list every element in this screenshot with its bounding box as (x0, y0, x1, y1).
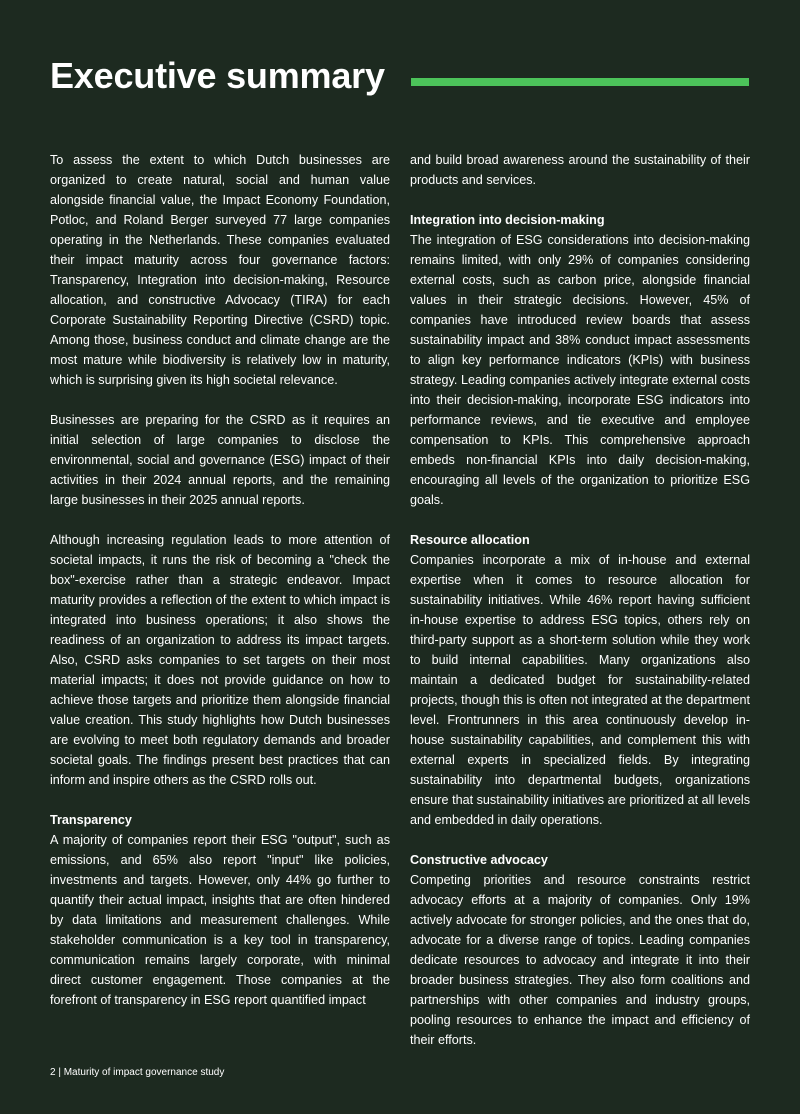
resource-heading: Resource allocation (410, 533, 530, 547)
advocacy-paragraph: Competing priorities and resource constraints restrict advocacy efforts at a majority of companies. Only 19% actively advocate for stronger policies, and the ones that do, advocate for a diverse range of topics. Leading companies dedicate resources to advocacy and integrate it into their broader business strategies. They also form coalitions and partnerships with other companies and industry groups, pooling resources to enhance the impact and efficiency of their efforts. (410, 873, 750, 1047)
csrd-paragraph: Businesses are preparing for the CSRD as it requires an initial selection of large companies to disclose the environmental, social and governance (ESG) impact of their activities in their 2024 annual reports, and the remaining large businesses in their 2025 annual reports. (50, 413, 390, 507)
title-accent-bar (411, 78, 749, 86)
left-column (50, 150, 390, 1030)
integration-paragraph: The integration of ESG considerations into decision-making remains limited, with only 29% of companies considering external costs, such as carbon price, alongside financial values in their strategic decisions. However, 45% of companies have introduced review boards that assess sustainability impact and 38% conduct impact assessments to align key performance indicators (KPIs) with business strategy. Leading companies actively integrate external costs into their decision-making, incorporate ESG indicators into performance reviews, and tie executive and employee compensation to KPIs. This comprehensive approach embeds non-financial KPIs into daily decision-making, encouraging all levels of the organization to prioritize ESG goals. (410, 233, 750, 507)
right-column (410, 150, 750, 1070)
page-footer: 2 | Maturity of impact governance study (50, 1067, 225, 1078)
transparency-heading: Transparency (50, 813, 132, 827)
title-row (50, 52, 750, 100)
transparency-paragraph: A majority of companies report their ESG "output", such as emissions, and 65% also report "input" like policies, investments and targets. However, only 44% go further to quantify their actual impact, insights that are often hindered by data limitations and measurement challenges. While stakeholder communication is a key tool in transparency, communication remains largely corporate, with minimal direct customer engagement. Those companies at the forefront of transparency in ESG report quantified impact (50, 833, 390, 1007)
intro-paragraph: To assess the extent to which Dutch businesses are organized to create natural, social and human value alongside financial value, the Impact Economy Foundation, Potloc, and Roland Berger surveyed 77 large companies operating in the Netherlands. These companies evaluated their impact maturity across four governance factors: Transparency, Integration into decision-making, Resource allocation, and constructive Advocacy (TIRA) for each Corporate Sustainability Reporting Directive (CSRD) topic. Among those, business conduct and climate change are the most mature while biodiversity is relatively low in maturity, which is surprising given its high societal relevance. (50, 153, 390, 387)
resource-paragraph: Companies incorporate a mix of in-house and external expertise when it comes to resource allocation for sustainability initiatives. While 46% report having sufficient in-house expertise to address ESG topics, others rely on third-party support as a short-term solution while they work to build internal capabilities. Many organizations also maintain a dedicated budget for sustainability-related projects, though this is often not integrated at the department level. Frontrunners in this area continuously develop in-house sustainability capabilities, and complement this with external experts in specialized fields. By integrating sustainability into departmental budgets, organizations ensure that sustainability initiatives are prioritized at all levels and embedded in daily operations. (410, 553, 750, 827)
advocacy-heading: Constructive advocacy (410, 853, 548, 867)
integration-heading: Integration into decision-making (410, 213, 605, 227)
page-title: Executive summary (50, 55, 385, 96)
transparency-continuation: and build broad awareness around the sustainability of their products and services. (410, 153, 750, 187)
regulation-paragraph: Although increasing regulation leads to more attention of societal impacts, it runs the risk of becoming a "check the box"-exercise rather than a strategic endeavor. Impact maturity provides a reflection of the extent to which impact is integrated into business operations; it also shows the readiness of an organization to address its impact targets. Also, CSRD asks companies to set targets on their most material impacts; it does not provide guidance on how to achieve those targets and prioritize them alongside financial value creation. This study highlights how Dutch businesses are evolving to meet both regulatory demands and broader societal goals. The findings present best practices that can inform and inspire others as the CSRD rolls out. (50, 533, 390, 787)
